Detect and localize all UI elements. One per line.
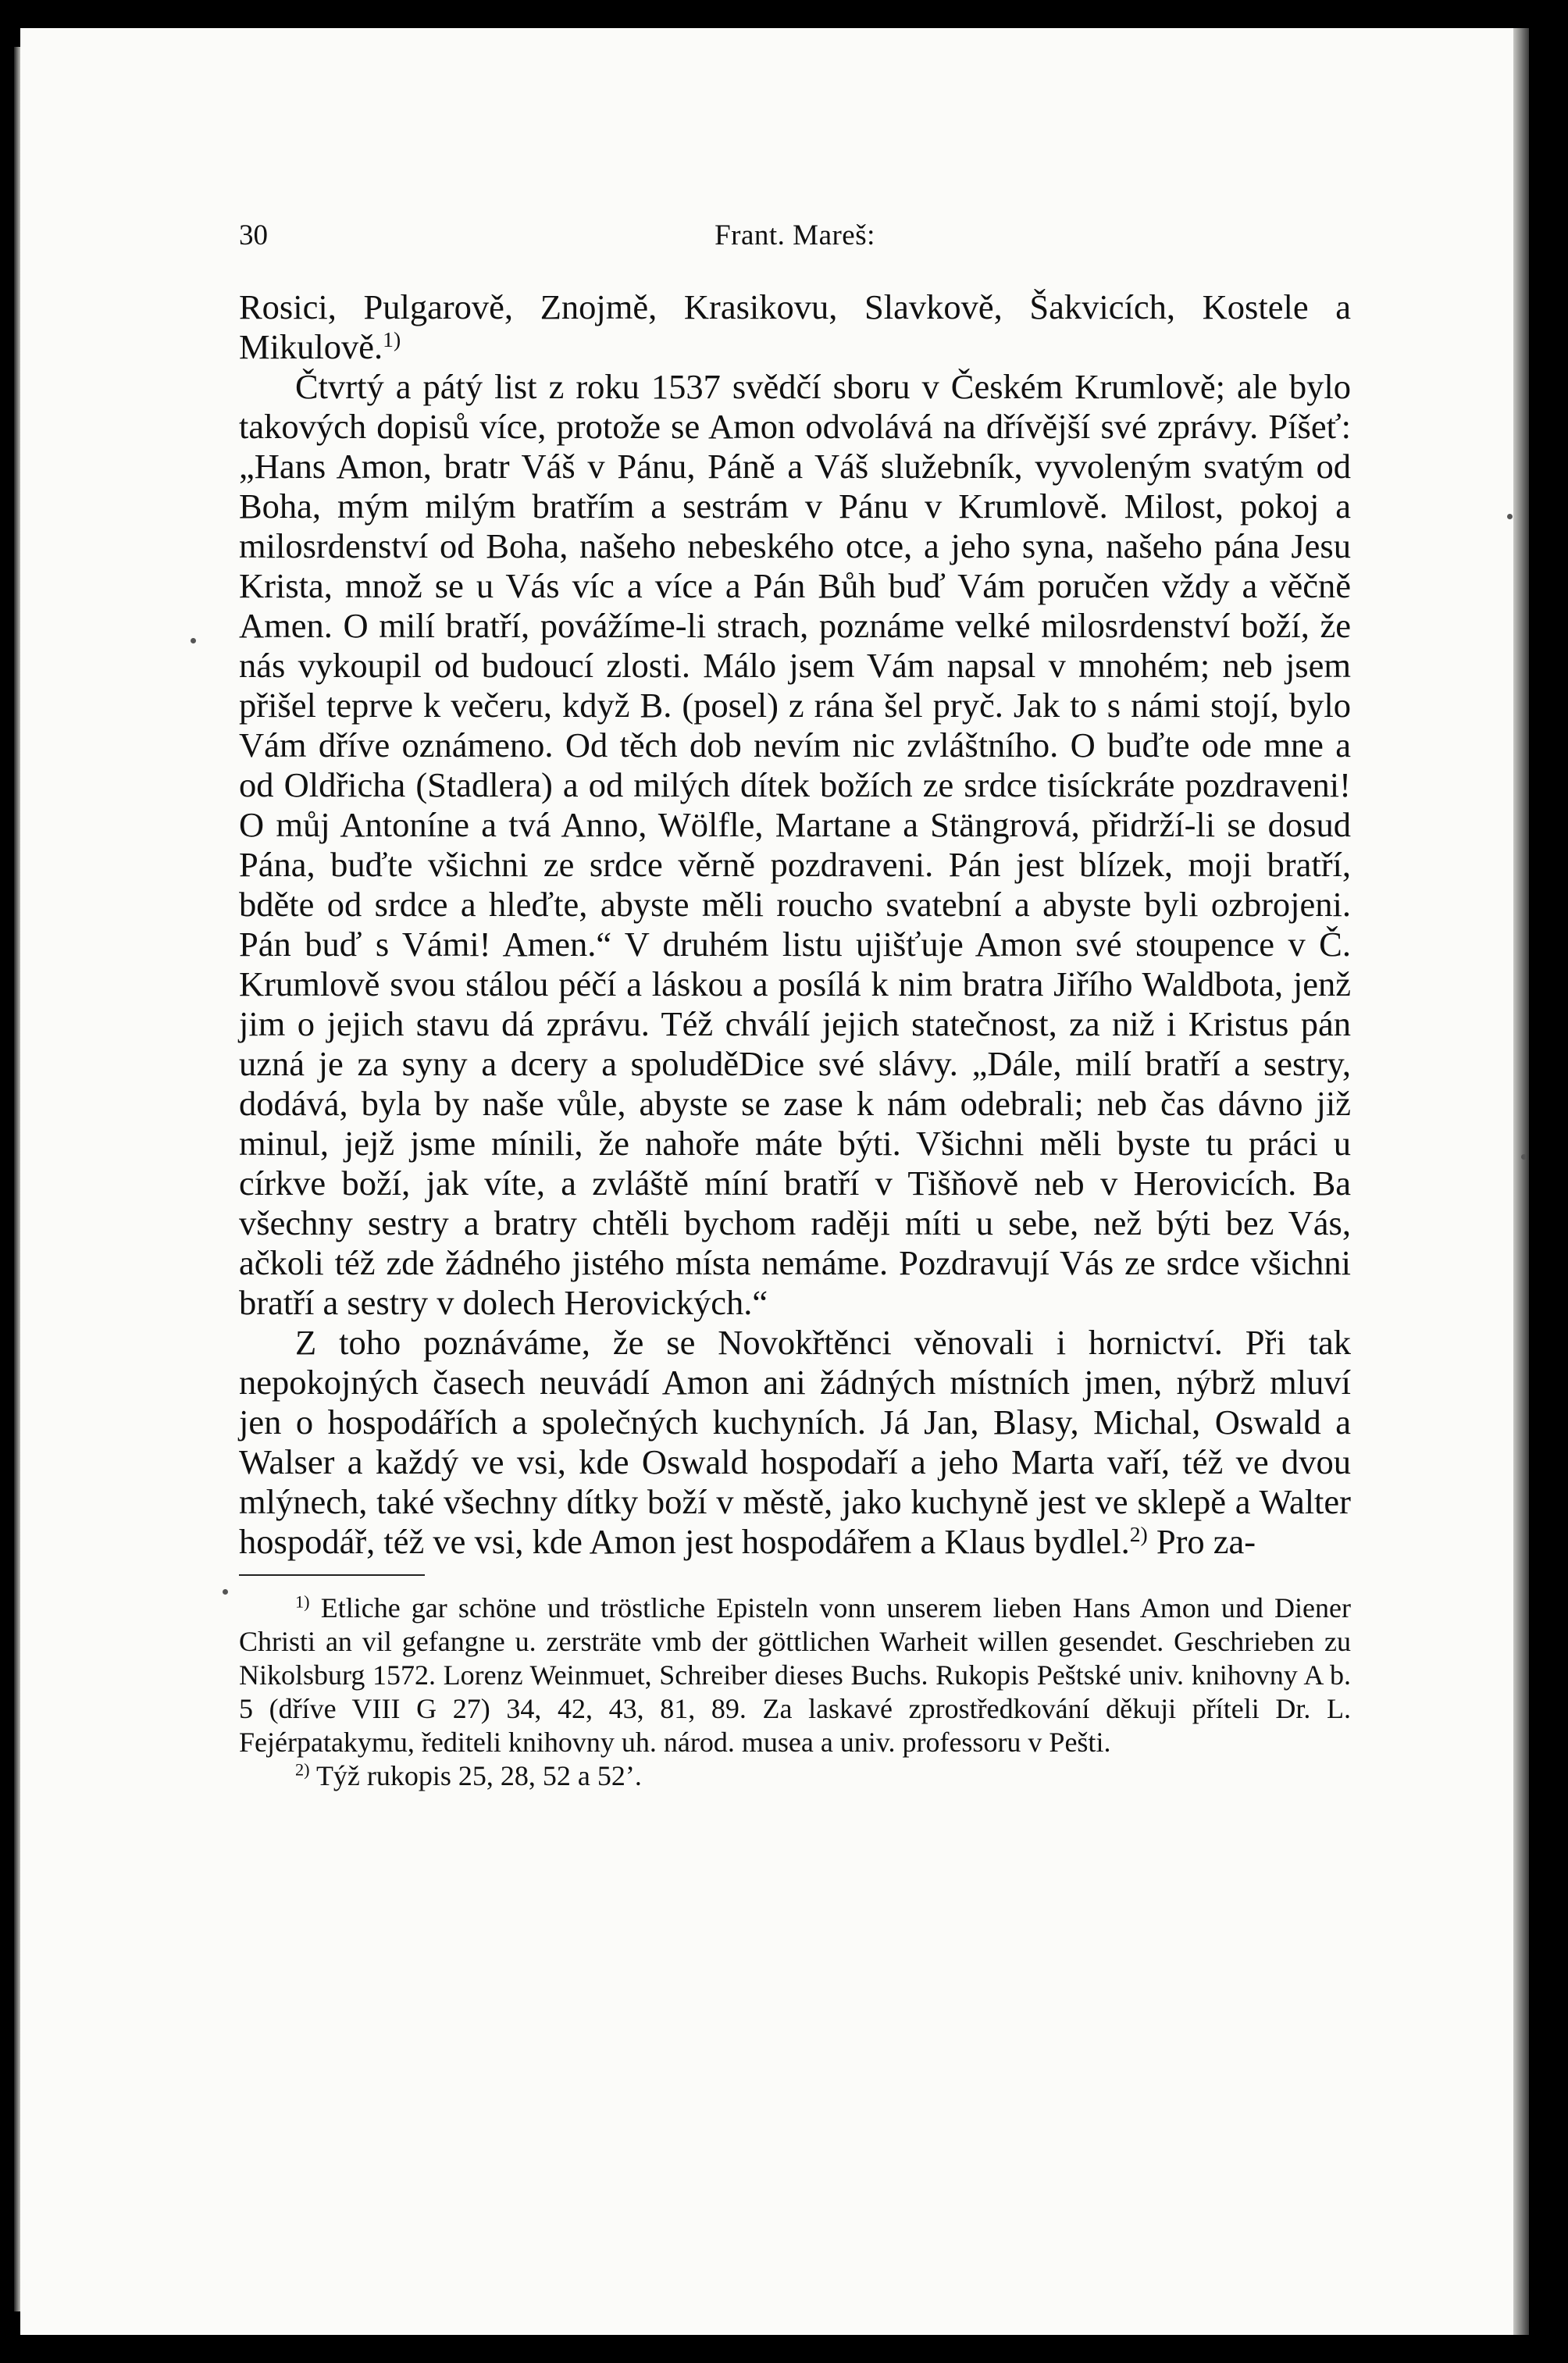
body-text: [239, 287, 1351, 1562]
paragraph-text: Čtvrtý a pátý list z roku 1537 svědčí sboru v Českém Krumlově; ale bylo takových dopisů více, protože se Amon odvolává na dřívější své zprávy. Píšeť: „Hans Amon, bratr Váš v Pánu, Páně a Váš služebník, vyvoleným svatým od Boha, mým milým bratřím a sestrám v Pánu v Krumlově. Milost, pokoj a milosrdenství od Boha, našeho nebeského otce, a jeho syna, našeho pána Jesu Krista, množ se u Vás víc a více a Pán Bůh buď Vám poručen vždy a věčně Amen. O milí bratří, povážíme-li strach, poznáme velké milosrdenství boží, že nás vykoupil od budoucí zlosti. Málo jsem Vám napsal v mnohém; neb jsem přišel teprve k večeru, když B. (posel) z rána šel pryč. Jak to s námi stojí, bylo Vám dříve oznámeno. Od těch dob nevím nic zvláštního. O buďte ode mne a od Oldřicha (Stadlera) a od milých dítek božích ze srdce tisíckráte pozdraveni! O můj Antoníne a tvá Anno, Wölfle, Martane a Stängrová, přidrží-li se dosud Pána, buďte všichni ze srdce věrně pozdraveni. Pán jest blízek, moji bratří, bděte od srdce a hleďte, abyste měli roucho svatební a abyste byli ozbrojeni. Pán buď s Vámi! Amen.“ V druhém listu ujišťuje Amon své stoupence v Č. Krumlově svou stálou péčí a láskou a posílá k nim bratra Jiřího Waldbota, jenž jim o jejich stavu dá zprávu. Též chválí jejich statečnost, za niž i Kristus pán uzná je za syny a dcery a spoluděDice své slávy. „Dále, milí bratří a sestry, dodává, byla by naše vůle, abyste se zase k nám odebrali; neb čas dávno již minul, jejž jsme mínili, že nahoře máte býti. Všichni měli byste tu práci u církve boží, jak víte, a zvláště míní bratří v Tišňově neb v Herovicích. Ba všechny sestry a bratry chtěli bychom raději míti u sebe, než býti bez Vás, ačkoli též zde žádného jistého místa nemáme. Pozdravují Vás ze srdce všichni bratří a sestry v dolech Herovických.“: [239, 367, 1351, 1322]
footnote-rule: [239, 1574, 425, 1576]
footnote-text: Etliche gar schöne und tröstliche Episteln vonn unserem lieben Hans Amon und Diener Christi an vil gefangne u. zersträte vmb der göttlichen Warheit willen gesendet. Geschrieben zu Nikolsburg 1572. Lorenz Weinmuet, Schreiber dieses Buchs. Rukopis Peštské univ. knihovny A b. 5 (dříve VIII G 27) 34, 42, 43, 81, 89. Za laskavé zprostředkování děkuji příteli Dr. L. Fejérpatakymu, řediteli knihovny uh. národ. musea a univ. professoru v Pešti.: [239, 1592, 1351, 1758]
page-right-edge: [1513, 28, 1529, 2335]
footnote: [239, 1759, 1351, 1793]
page-left-edge: [14, 47, 20, 2311]
margin-mark: [191, 638, 196, 643]
paragraph-text: Rosici, Pulgarově, Znojmě, Krasikovu, Slavkově, Šakvicích, Kostele a Mikulově.: [239, 287, 1351, 366]
margin-mark: [1507, 514, 1513, 519]
paragraph-text: Z toho poznáváme, že se Novokřtěnci věnovali i hornictví. Při tak nepokojných časech neuvádí Amon ani žádných místních jmen, nýbrž mluví jen o hospodářích a společných kuchyních. Já Jan, Blasy, Michal, Oswald a Walser a každý ve vsi, kde Oswald hospodaří a jeho Marta vaří, též ve dvou mlýnech, také všechny dítky boží v městě, jako kuchyně jest ve sklepě a Walter hospodář, též ve vsi, kde Amon jest hospodářem a Klaus bydlel.: [239, 1323, 1351, 1561]
margin-mark: [1521, 1154, 1527, 1160]
page-number: 30: [239, 219, 268, 251]
paragraph: [239, 367, 1351, 1323]
margin-mark: [223, 1589, 228, 1595]
paragraph: [239, 1323, 1351, 1562]
running-title: Frant. Mareš:: [715, 219, 875, 251]
footnote-mark: 1): [295, 1591, 310, 1612]
footnote: [239, 1591, 1351, 1759]
footnote-text: Týž rukopis 25, 28, 52 a 52’.: [309, 1760, 642, 1791]
footnote-mark: 2): [295, 1759, 310, 1780]
running-head: [239, 219, 1351, 261]
footnote-reference: 2): [1129, 1521, 1148, 1546]
paragraph: [239, 287, 1351, 367]
footnote-reference: 1): [383, 326, 401, 351]
footnotes: [239, 1591, 1351, 1793]
paragraph-text-continued: Pro za-: [1147, 1522, 1256, 1561]
text-block: [239, 219, 1351, 1793]
